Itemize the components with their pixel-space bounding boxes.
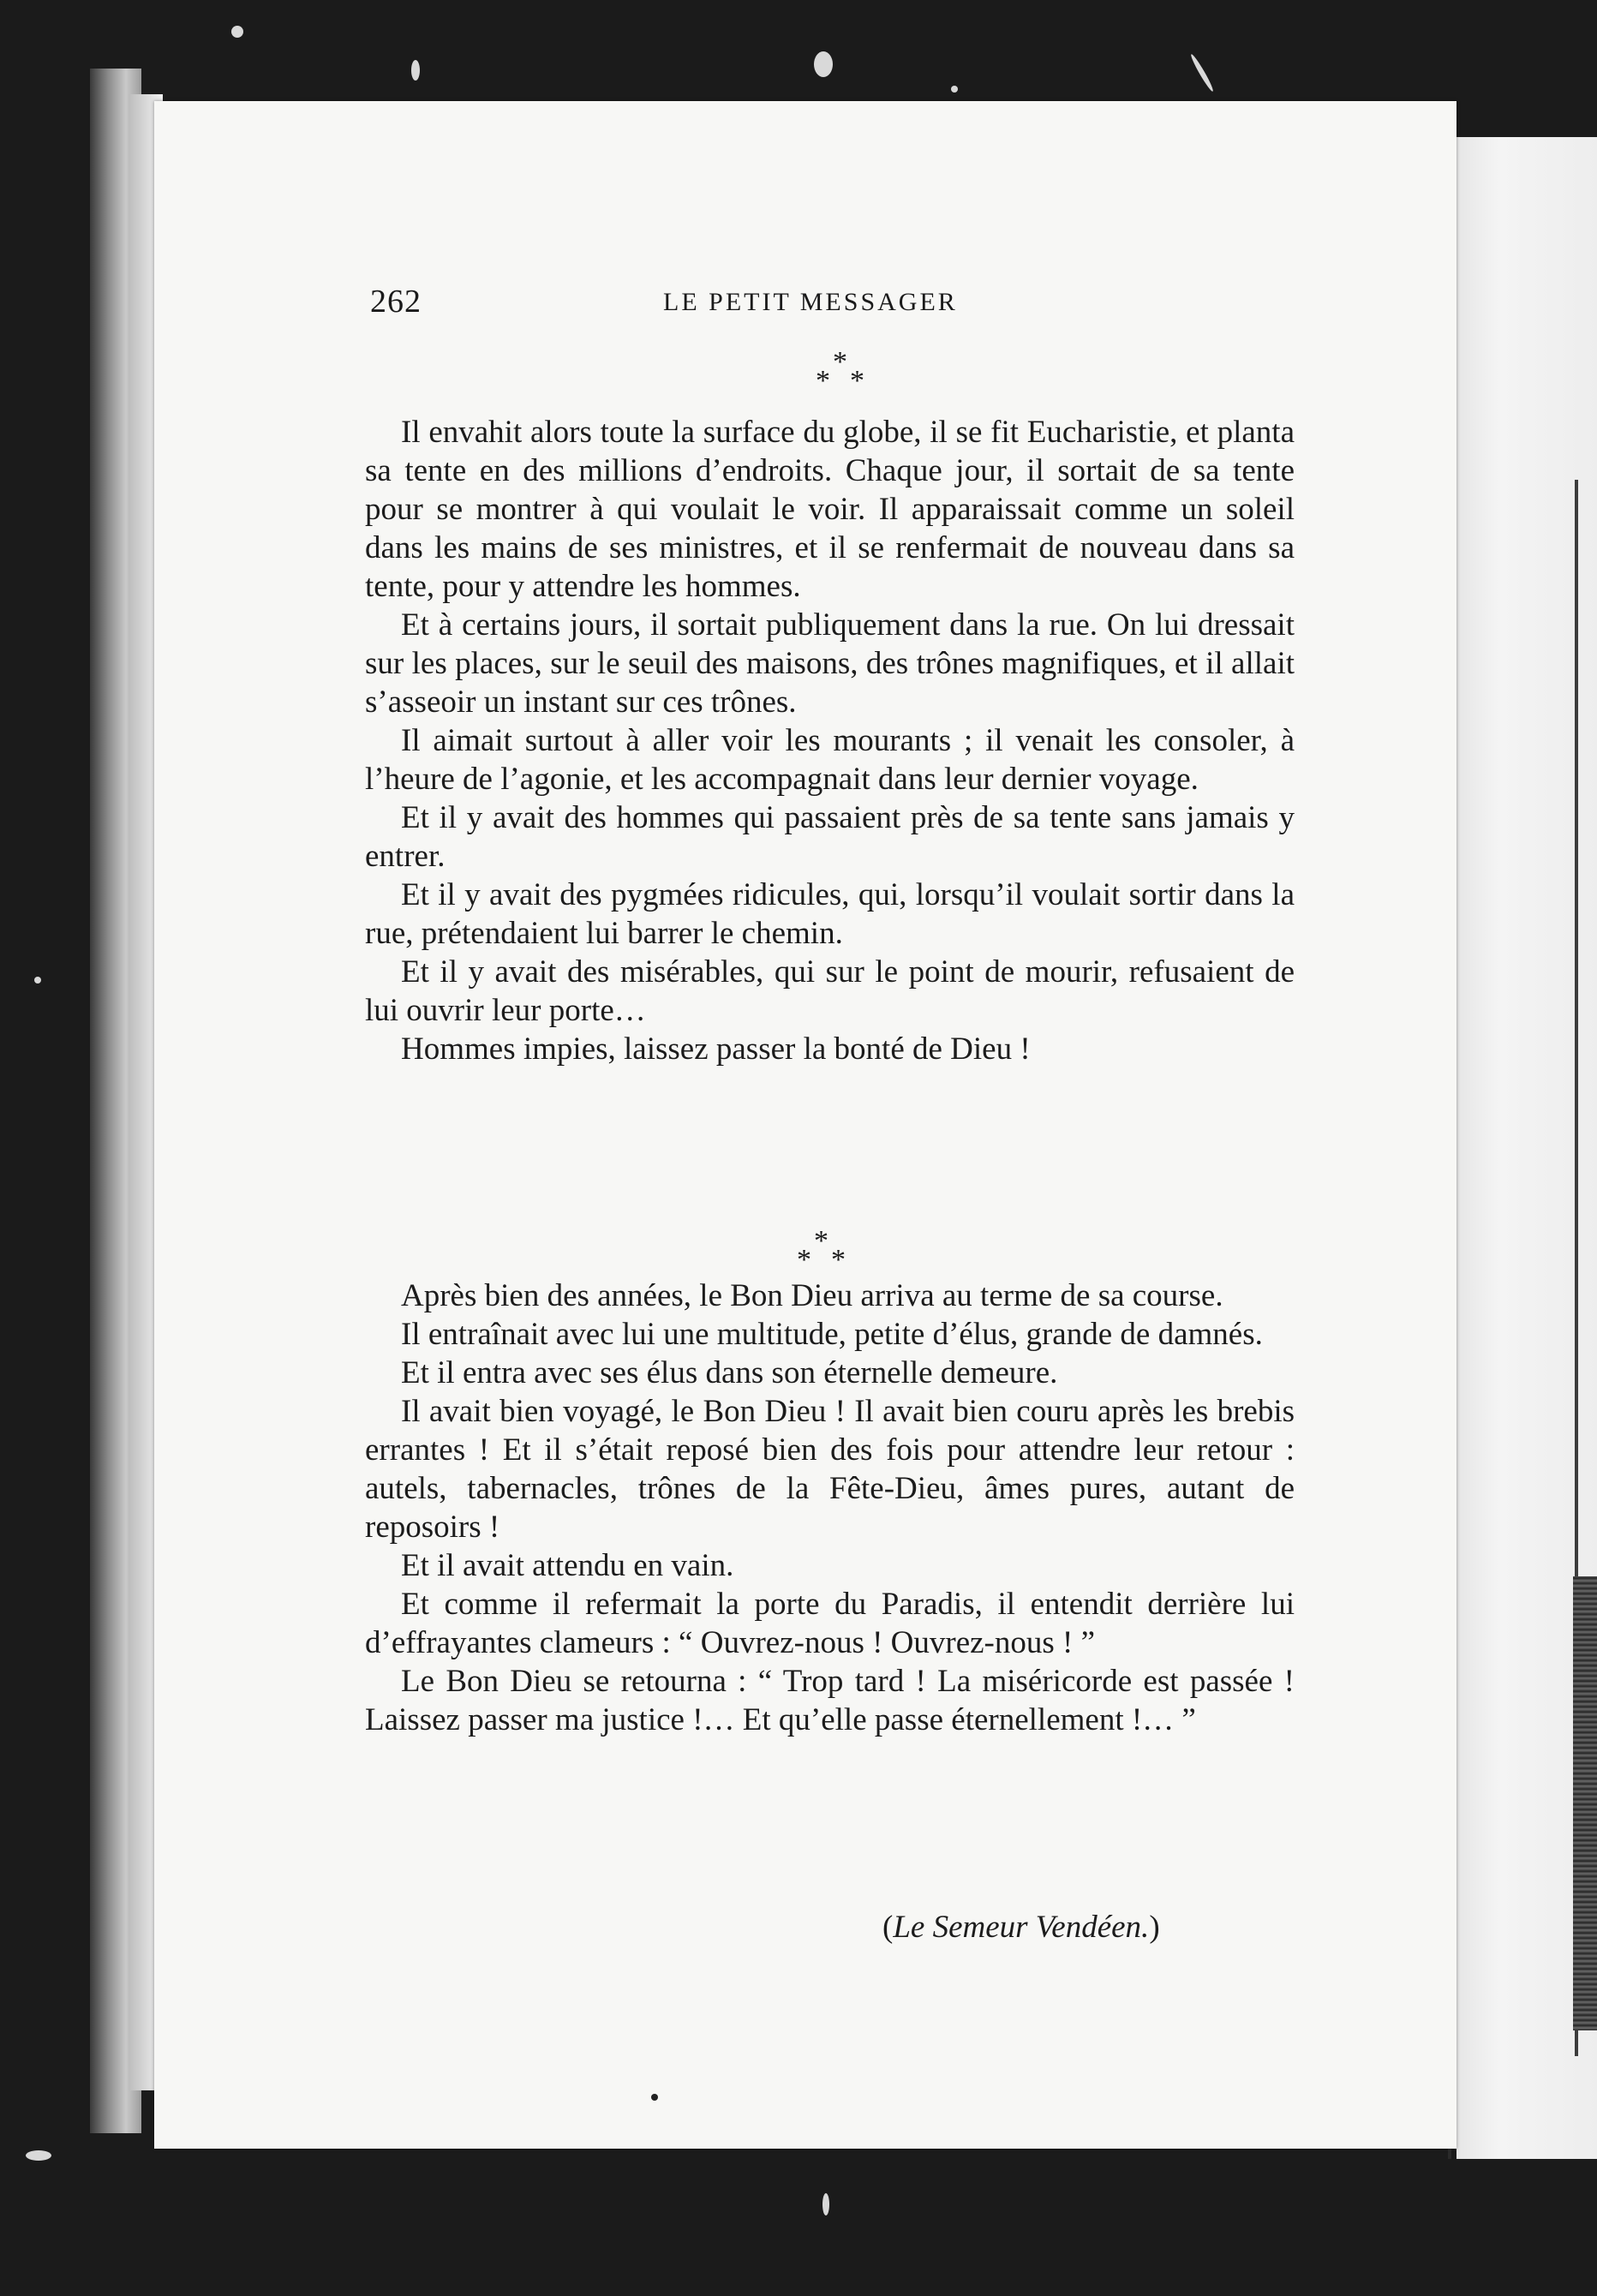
paragraph: Et il y avait des pygmées ridicules, qui, lorsqu’il voulait sortir dans la rue, prétendaient lui barrer le chemin.: [365, 877, 1295, 951]
film-speck: [34, 977, 41, 984]
section-divider-asterism: [816, 346, 884, 398]
paragraph: Après bien des années, le Bon Dieu arriva au terme de sa course.: [401, 1278, 1223, 1313]
paragraph: Il avait bien voyagé, le Bon Dieu ! Il avait bien couru après les brebis errantes ! Et il s’était reposé bien des fois pour attendre leur retour : autels, tabernacles, trônes de la Fête-Dieu, âmes pures, autant de reposoirs !: [365, 1394, 1295, 1545]
citation-title: Le Semeur Vendéen.: [893, 1910, 1150, 1945]
facing-page-image-edge: [1573, 1576, 1597, 2030]
film-speck: [231, 26, 243, 38]
paragraph: Et il y avait des hommes qui passaient près de sa tente sans jamais y entrer.: [365, 800, 1295, 874]
paragraph: Et il entra avec ses élus dans son éternelle demeure.: [401, 1355, 1058, 1390]
paragraph: Le Bon Dieu se retourna : “ Trop tard ! La miséricorde est passée ! Laissez passer ma justice !… Et qu’elle passe éternellement !… ”: [365, 1664, 1295, 1737]
section-1-text: [365, 413, 1295, 1068]
film-speck: [814, 51, 833, 77]
asterism-star: *: [797, 1244, 811, 1276]
paragraph: Il envahit alors toute la surface du globe, il se fit Eucharistie, et planta sa tente en des millions d’endroits. Chaque jour, il sortait de sa tente pour se montrer à qui voulait le voir. Il apparaissait comme un soleil dans les mains de ses ministres, et il se renfermait de nouveau dans sa tente, pour y attendre les hommes.: [365, 415, 1295, 604]
film-speck: [1189, 53, 1215, 93]
page-mark: [651, 2094, 658, 2101]
book-page: [154, 101, 1456, 2149]
page-header: [370, 283, 1013, 326]
citation-paren-close: ): [1149, 1910, 1160, 1945]
paragraph: Il entraînait avec lui une multitude, petite d’élus, grande de damnés.: [401, 1317, 1263, 1352]
source-citation: [882, 1909, 1251, 1946]
paragraph: Et il avait attendu en vain.: [401, 1548, 734, 1583]
paragraph: Et à certains jours, il sortait publiquement dans la rue. On lui dressait sur les places, sur le seuil des maisons, des trônes magnifiques, et il allait s’asseoir un instant sur ces trônes.: [365, 607, 1295, 720]
paragraph: Hommes impies, laissez passer la bonté de Dieu !: [401, 1031, 1031, 1067]
paragraph: Et il y avait des misérables, qui sur le point de mourir, refusaient de lui ouvrir leur porte…: [365, 954, 1295, 1028]
paragraph: Et comme il refermait la porte du Paradis, il entendit derrière lui d’effrayantes clameurs : “ Ouvrez-nous ! Ouvrez-nous ! ”: [365, 1587, 1295, 1660]
asterism-star: *: [831, 1244, 846, 1276]
film-speck: [411, 60, 420, 81]
section-2-text: [365, 1277, 1295, 1739]
asterism-star: *: [816, 365, 830, 397]
film-speck: [822, 2193, 829, 2215]
asterism-star: *: [850, 365, 864, 397]
page-number: 262: [370, 284, 422, 320]
film-speck: [951, 86, 958, 93]
section-divider-asterism: [797, 1225, 865, 1277]
asterism-star: *: [833, 346, 847, 378]
citation-paren-open: (: [882, 1910, 894, 1945]
film-speck: [26, 2150, 51, 2161]
asterism-star: *: [814, 1225, 828, 1257]
paragraph: Il aimait surtout à aller voir les mourants ; il venait les consoler, à l’heure de l’agonie, et les accompagnait dans leur dernier voyage.: [365, 723, 1295, 797]
running-title: LE PETIT MESSAGER: [663, 288, 958, 316]
